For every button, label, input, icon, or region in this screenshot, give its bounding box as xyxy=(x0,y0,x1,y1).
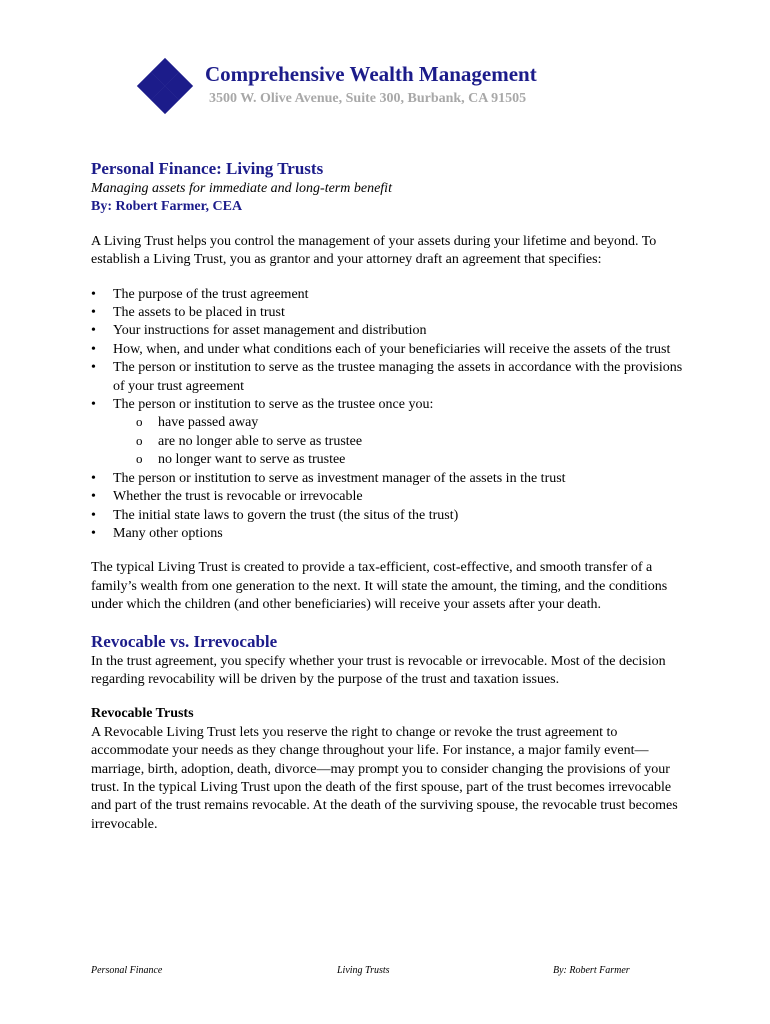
company-name: Comprehensive Wealth Management xyxy=(205,62,537,86)
article-subtitle: Managing assets for immediate and long-term benefit xyxy=(91,181,392,196)
list-item: • The initial state laws to govern the trust (the situs of the trust) xyxy=(91,507,691,525)
diamond-logo-icon xyxy=(136,58,194,116)
subsection-heading: Revocable Trusts xyxy=(91,706,194,722)
sub-list xyxy=(113,414,691,469)
list-item: • The assets to be placed in trust xyxy=(91,304,691,322)
footer-right: By: Robert Farmer xyxy=(553,965,630,976)
intro-paragraph: A Living Trust helps you control the management of your assets during your lifetime and beyond. To establish a Living Trust, you as grantor and your attorney draft an agreement that specifies: xyxy=(91,233,657,268)
list-item: • The person or institution to serve as the trustee managing the assets in accordance with the provisions of your trust agreement xyxy=(91,359,691,396)
list-item-text: The person or institution to serve as the trustee once you: xyxy=(113,397,434,413)
article-title: Personal Finance: Living Trusts xyxy=(91,159,324,178)
footer-center: Living Trusts xyxy=(337,965,390,976)
list-item xyxy=(91,396,691,470)
section-heading: Revocable vs. Irrevocable xyxy=(91,631,278,651)
list-item: • Many other options xyxy=(91,525,691,543)
sub-list-item: o are no longer able to serve as trustee xyxy=(113,433,691,451)
section-paragraph: In the trust agreement, you specify whether your trust is revocable or irrevocable. Most of the decision regarding revocability will be driven by the purpose of the trust and taxation issues. xyxy=(91,653,666,687)
footer-left: Personal Finance xyxy=(91,965,163,976)
list-item: • How, when, and under what conditions each of your beneficiaries will receive the assets of the trust xyxy=(91,341,691,359)
sub-list-item: o no longer want to serve as trustee xyxy=(113,451,691,469)
typical-trust-paragraph: The typical Living Trust is created to provide a tax-efficient, cost-effective, and smooth transfer of a family’s wealth from one generation to the next. It will state the amount, the timing, and the conditions under which the children (and other beneficiaries) will receive your assets after your death. xyxy=(91,560,668,613)
subsection-paragraph: A Revocable Living Trust lets you reserve the right to change or revoke the trust agreement to accommodate your needs as they change throughout your life. For instance, a major family event—marriage, birth, adoption, death, divorce—may prompt you to consider changing the provisions of your trust. In the typical Living Trust upon the death of the first spouse, part of the trust becomes irrevocable and part of the trust remains revocable. At the death of the surviving spouse, the revocable trust becomes irrevocable. xyxy=(91,724,678,832)
list-item: • Whether the trust is revocable or irrevocable xyxy=(91,488,691,506)
company-address: 3500 W. Olive Avenue, Suite 300, Burbank, CA 91505 xyxy=(209,91,527,106)
list-item: • The person or institution to serve as investment manager of the assets in the trust xyxy=(91,470,691,488)
article-byline: By: Robert Farmer, CEA xyxy=(91,199,243,215)
list-item: • The purpose of the trust agreement xyxy=(91,286,691,304)
sub-list-item: o have passed away xyxy=(113,414,691,432)
list-item: • Your instructions for asset management and distribution xyxy=(91,322,691,340)
trust-specifications-list xyxy=(91,286,691,544)
article-body xyxy=(91,158,691,834)
